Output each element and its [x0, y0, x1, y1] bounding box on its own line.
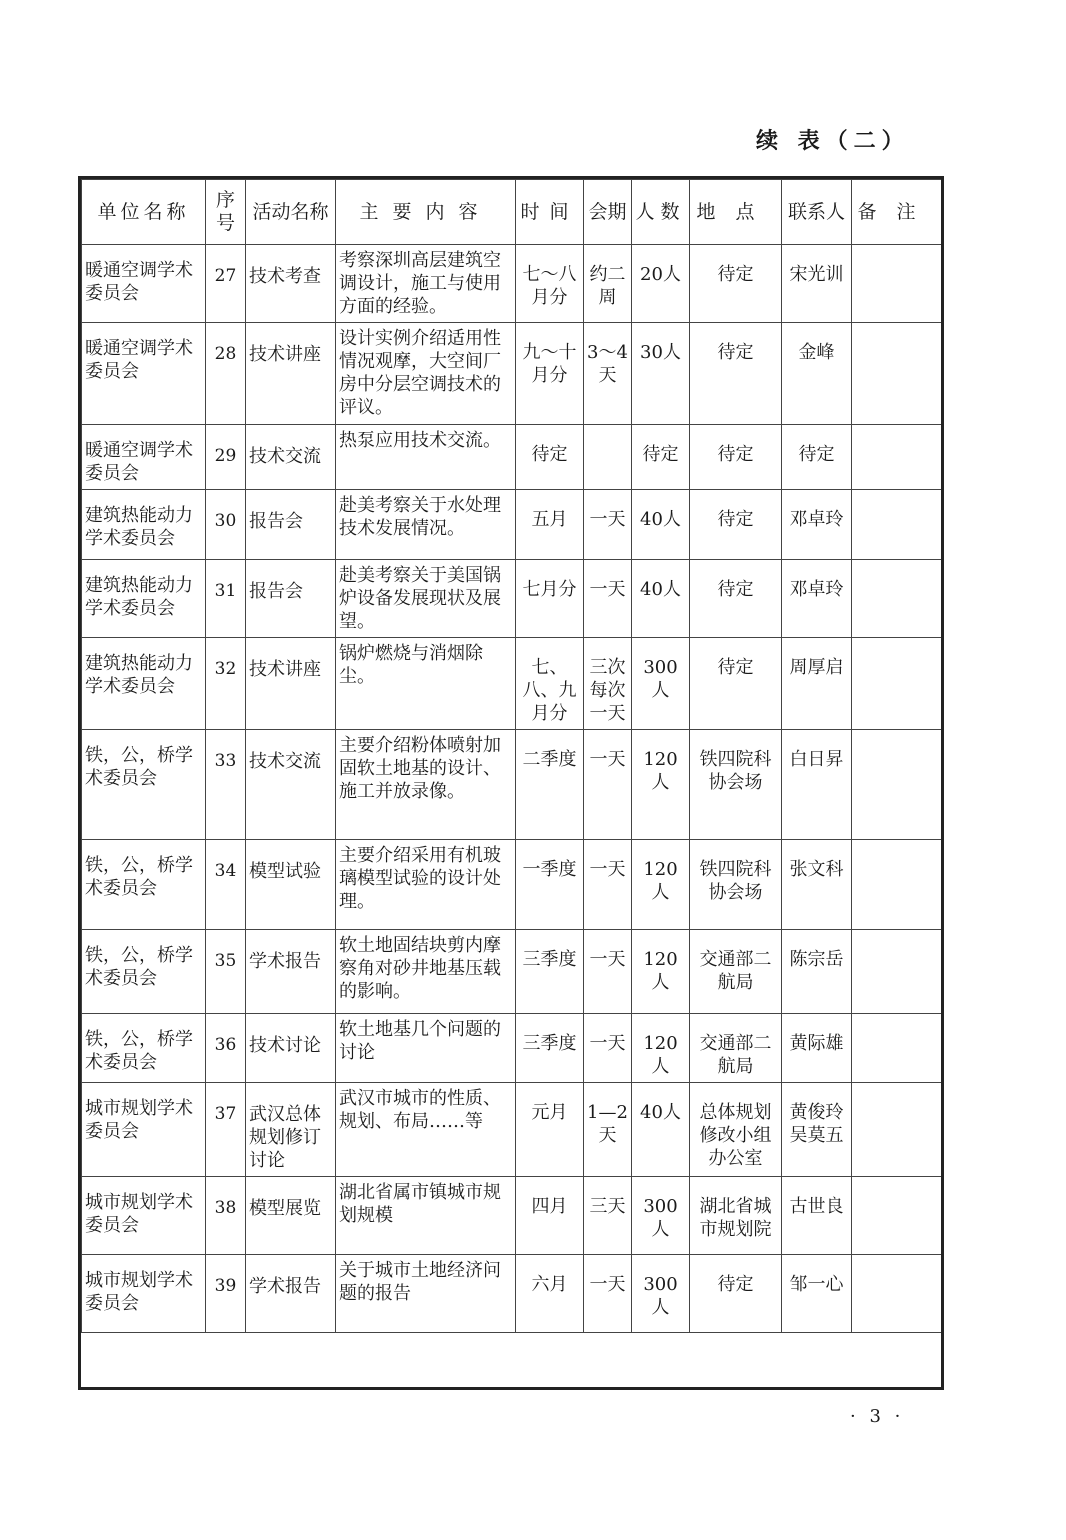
cell-content: 热泵应用技术交流。 [336, 425, 516, 490]
cell-activity: 技术考查 [246, 245, 336, 323]
cell-time: 三季度 [516, 930, 584, 1014]
cell-content: 设计实例介绍适用性情况观摩，大空间厂房中分层空调技术的评议。 [336, 323, 516, 425]
cell-duration: 三天 [584, 1177, 632, 1255]
activity-table-frame [78, 176, 944, 1390]
cell-time: 七月分 [516, 560, 584, 638]
cell-unit: 建筑热能动力学术委员会 [82, 490, 206, 560]
cell-unit: 城市规划学术委员会 [82, 1255, 206, 1333]
cell-unit: 城市规划学术委员会 [82, 1177, 206, 1255]
cell-people: 300人 [632, 638, 690, 730]
cell-people: 30人 [632, 323, 690, 425]
cell-content: 软土地固结块剪内摩察角对砂井地基压载的影响。 [336, 930, 516, 1014]
cell-place: 交通部二航局 [690, 1014, 782, 1083]
cell-no: 37 [206, 1083, 246, 1177]
cell-unit: 建筑热能动力学术委员会 [82, 560, 206, 638]
cell-time: 九～十月分 [516, 323, 584, 425]
cell-unit: 铁，公，桥学术委员会 [82, 930, 206, 1014]
cell-note [852, 245, 942, 323]
cell-duration: 一天 [584, 930, 632, 1014]
cell-contact: 白日昇 [782, 730, 852, 840]
cell-time: 四月 [516, 1177, 584, 1255]
cell-place: 待定 [690, 425, 782, 490]
cell-note [852, 1083, 942, 1177]
cell-note [852, 323, 942, 425]
cell-no: 36 [206, 1014, 246, 1083]
cell-duration: 一天 [584, 1014, 632, 1083]
cell-activity: 武汉总体规划修订讨论 [246, 1083, 336, 1177]
cell-contact: 金峰 [782, 323, 852, 425]
header-content: 主要内容 [336, 180, 516, 245]
cell-no: 28 [206, 323, 246, 425]
table-caption: 续 表（二） [756, 128, 910, 154]
cell-note [852, 638, 942, 730]
page-number: · 3 · [850, 1406, 905, 1427]
cell-no: 29 [206, 425, 246, 490]
cell-people: 40人 [632, 560, 690, 638]
cell-time: 元月 [516, 1083, 584, 1177]
cell-note [852, 1014, 942, 1083]
header-people: 人数 [632, 180, 690, 245]
cell-content: 主要介绍粉体喷射加固软土地基的设计、施工并放录像。 [336, 730, 516, 840]
cell-place: 待定 [690, 638, 782, 730]
cell-place: 待定 [690, 323, 782, 425]
cell-place: 铁四院科协会场 [690, 840, 782, 930]
cell-place: 总体规划修改小组办公室 [690, 1083, 782, 1177]
cell-activity: 技术讨论 [246, 1014, 336, 1083]
cell-note [852, 840, 942, 930]
cell-no: 30 [206, 490, 246, 560]
cell-duration: 1—2天 [584, 1083, 632, 1177]
table-row [82, 638, 942, 730]
cell-activity: 技术交流 [246, 730, 336, 840]
cell-content: 主要介绍采用有机玻璃模型试验的设计处理。 [336, 840, 516, 930]
cell-no: 33 [206, 730, 246, 840]
cell-note [852, 490, 942, 560]
cell-content: 锅炉燃烧与消烟除尘。 [336, 638, 516, 730]
cell-contact: 周厚启 [782, 638, 852, 730]
cell-duration: 一天 [584, 1255, 632, 1333]
cell-place: 待定 [690, 1255, 782, 1333]
cell-note [852, 425, 942, 490]
table-row [82, 425, 942, 490]
cell-people: 20人 [632, 245, 690, 323]
cell-unit: 暖通空调学术委员会 [82, 323, 206, 425]
table-row [82, 840, 942, 930]
cell-people: 300人 [632, 1177, 690, 1255]
cell-people: 40人 [632, 490, 690, 560]
cell-people: 300人 [632, 1255, 690, 1333]
table-row [82, 1255, 942, 1333]
cell-time: 七～八月分 [516, 245, 584, 323]
cell-activity: 模型展览 [246, 1177, 336, 1255]
cell-duration: 约二周 [584, 245, 632, 323]
cell-contact: 邹一心 [782, 1255, 852, 1333]
cell-place: 待定 [690, 245, 782, 323]
table-row [82, 930, 942, 1014]
table-row [82, 245, 942, 323]
cell-no: 27 [206, 245, 246, 323]
cell-people: 40人 [632, 1083, 690, 1177]
cell-contact: 陈宗岳 [782, 930, 852, 1014]
cell-activity: 报告会 [246, 490, 336, 560]
header-no: 序号 [206, 180, 246, 245]
header-duration: 会期 [584, 180, 632, 245]
cell-contact: 待定 [782, 425, 852, 490]
cell-unit: 暖通空调学术委员会 [82, 425, 206, 490]
cell-content: 赴美考察关于水处理技术发展情况。 [336, 490, 516, 560]
cell-time: 三季度 [516, 1014, 584, 1083]
header-contact: 联系人 [782, 180, 852, 245]
cell-duration: 一天 [584, 490, 632, 560]
cell-no: 38 [206, 1177, 246, 1255]
cell-unit: 铁，公，桥学术委员会 [82, 840, 206, 930]
cell-activity: 模型试验 [246, 840, 336, 930]
cell-unit: 暖通空调学术委员会 [82, 245, 206, 323]
cell-activity: 学术报告 [246, 930, 336, 1014]
cell-people: 120人 [632, 1014, 690, 1083]
table-row [82, 1177, 942, 1255]
cell-unit: 城市规划学术委员会 [82, 1083, 206, 1177]
cell-duration: 一天 [584, 730, 632, 840]
table-body [82, 245, 942, 1333]
cell-content: 赴美考察关于美国锅炉设备发展现状及展望。 [336, 560, 516, 638]
cell-note [852, 560, 942, 638]
table-row [82, 560, 942, 638]
cell-people: 120人 [632, 840, 690, 930]
cell-contact: 古世良 [782, 1177, 852, 1255]
cell-unit: 建筑热能动力学术委员会 [82, 638, 206, 730]
cell-content: 考察深圳高层建筑空调设计，施工与使用方面的经验。 [336, 245, 516, 323]
cell-no: 34 [206, 840, 246, 930]
cell-note [852, 930, 942, 1014]
cell-content: 湖北省属市镇城市规划规模 [336, 1177, 516, 1255]
cell-note [852, 730, 942, 840]
cell-activity: 技术讲座 [246, 638, 336, 730]
cell-place: 待定 [690, 490, 782, 560]
cell-people: 120人 [632, 930, 690, 1014]
cell-time: 七、八、九月分 [516, 638, 584, 730]
table-row [82, 1014, 942, 1083]
cell-contact: 黄俊玲 吴莫五 [782, 1083, 852, 1177]
cell-duration [584, 425, 632, 490]
cell-activity: 技术交流 [246, 425, 336, 490]
cell-no: 39 [206, 1255, 246, 1333]
cell-contact: 邓卓玲 [782, 560, 852, 638]
cell-unit: 铁，公，桥学术委员会 [82, 1014, 206, 1083]
header-unit: 单位名称 [82, 180, 206, 245]
activity-table [81, 179, 942, 1333]
cell-no: 31 [206, 560, 246, 638]
header-place: 地点 [690, 180, 782, 245]
cell-activity: 学术报告 [246, 1255, 336, 1333]
cell-duration: 三次每次一天 [584, 638, 632, 730]
header-activity: 活动名称 [246, 180, 336, 245]
cell-duration: 一天 [584, 840, 632, 930]
cell-contact: 宋光训 [782, 245, 852, 323]
cell-duration: 一天 [584, 560, 632, 638]
cell-people: 待定 [632, 425, 690, 490]
cell-contact: 黄际雄 [782, 1014, 852, 1083]
cell-unit: 铁，公，桥学术委员会 [82, 730, 206, 840]
cell-time: 二季度 [516, 730, 584, 840]
cell-contact: 邓卓玲 [782, 490, 852, 560]
cell-place: 铁四院科协会场 [690, 730, 782, 840]
header-row [82, 180, 942, 245]
cell-place: 交通部二航局 [690, 930, 782, 1014]
table-row [82, 323, 942, 425]
table-row [82, 1083, 942, 1177]
cell-time: 五月 [516, 490, 584, 560]
table-row [82, 490, 942, 560]
cell-content: 软土地基几个问题的讨论 [336, 1014, 516, 1083]
cell-activity: 技术讲座 [246, 323, 336, 425]
cell-contact: 张文科 [782, 840, 852, 930]
cell-no: 35 [206, 930, 246, 1014]
cell-place: 待定 [690, 560, 782, 638]
cell-time: 六月 [516, 1255, 584, 1333]
header-note: 备注 [852, 180, 942, 245]
cell-content: 关于城市土地经济问题的报告 [336, 1255, 516, 1333]
cell-time: 待定 [516, 425, 584, 490]
cell-content: 武汉市城市的性质、规划、布局……等 [336, 1083, 516, 1177]
table-row [82, 730, 942, 840]
cell-note [852, 1255, 942, 1333]
cell-duration: 3～4天 [584, 323, 632, 425]
cell-activity: 报告会 [246, 560, 336, 638]
header-time: 时间 [516, 180, 584, 245]
cell-note [852, 1177, 942, 1255]
cell-no: 32 [206, 638, 246, 730]
cell-time: 一季度 [516, 840, 584, 930]
cell-people: 120人 [632, 730, 690, 840]
cell-place: 湖北省城市规划院 [690, 1177, 782, 1255]
